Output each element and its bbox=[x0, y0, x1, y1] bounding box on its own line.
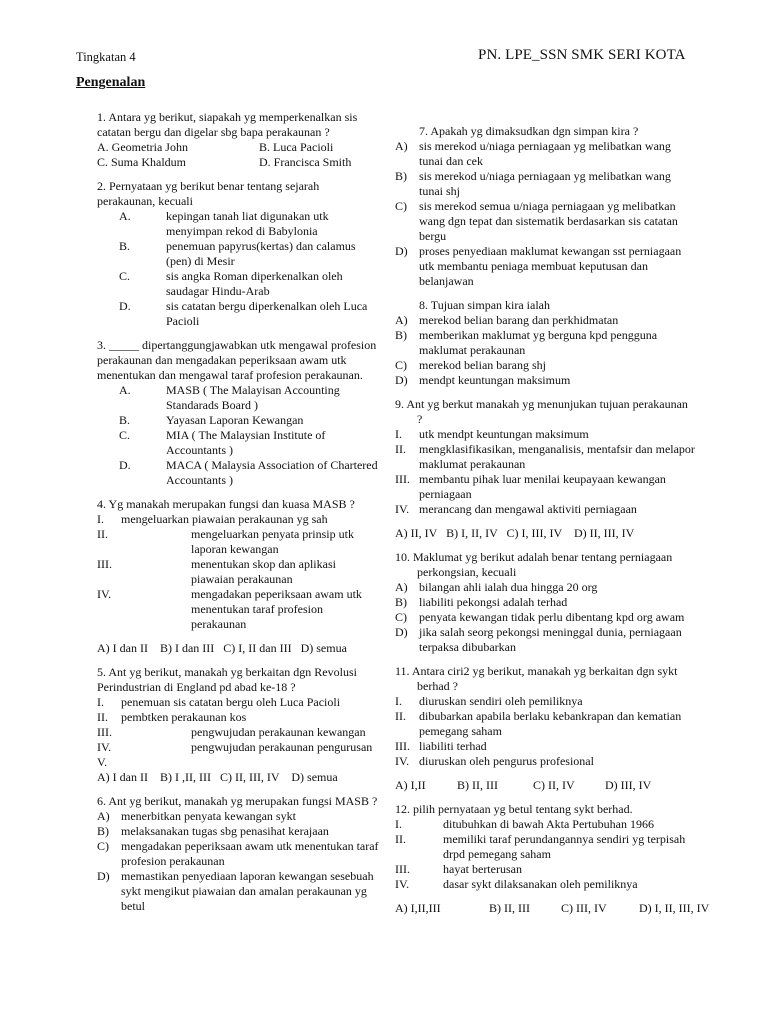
option-d: D. sis catatan bergu diperkenalkan oleh Luca Pacioli bbox=[119, 299, 368, 328]
question-4 bbox=[97, 497, 379, 656]
item-ii: II. memiliki taraf perundangannya sendiri yg terpisah drpd pemegang saham bbox=[395, 832, 686, 861]
option-a: A) merekod belian barang dan perkhidmatan bbox=[395, 313, 619, 327]
question-12 bbox=[395, 802, 710, 916]
question-6 bbox=[97, 794, 379, 914]
question-3-text: 3. _____ dipertanggungjawabkan utk mengawal profesion perakaunan dan mengadakan peperiksaan awam utk menentukan dan mengawal taraf profesion perakaunan. bbox=[97, 338, 377, 382]
item-iv: IV. pengwujudan perakaunan pengurusan bbox=[97, 740, 373, 754]
item-i: I. diuruskan sendiri oleh pemiliknya bbox=[395, 694, 583, 708]
option-b: B) liabiliti pekongsi adalah terhad bbox=[395, 595, 568, 609]
option-b: B) memberikan maklumat yg berguna kpd pengguna maklumat perakaunan bbox=[395, 328, 658, 357]
item-ii: II. mengeluarkan penyata prinsip utk laporan kewangan bbox=[97, 527, 354, 556]
question-9-text: 9. Ant yg berkut manakah yg menunjukan tujuan perakaunan ? bbox=[395, 397, 688, 426]
option-a: A) bilangan ahli ialah dua hingga 20 org bbox=[395, 580, 598, 594]
section-title: Pengenalan bbox=[76, 75, 146, 90]
option-d: D) proses penyediaan maklumat kewangan sst perniagaan utk membantu peniaga membuat keputusan dan belanjawan bbox=[395, 244, 682, 288]
question-11-text: 11. Antara ciri2 yg berikut, manakah yg berkaitan dgn sykt berhad ? bbox=[395, 664, 678, 693]
answer-a: A) I,II bbox=[395, 778, 426, 792]
answer-b: B) II, III bbox=[457, 778, 498, 792]
item-iii: III. membantu pihak luar menilai keupayaan kewangan perniagaan bbox=[395, 472, 666, 501]
question-11-answers bbox=[395, 778, 695, 793]
question-3 bbox=[97, 338, 379, 488]
option-b: B) sis merekod u/niaga perniagaan yg melibatkan wang tunai shj bbox=[395, 169, 671, 198]
option-a: A) sis merekod u/niaga perniagaan yg melibatkan wang tunai dan cek bbox=[395, 139, 671, 168]
item-v: V. bbox=[97, 755, 108, 769]
answer-d: D) I, II, III, IV bbox=[639, 901, 710, 915]
answer-c: C) III, IV bbox=[561, 901, 607, 915]
item-iii: III. liabiliti terhad bbox=[395, 739, 487, 753]
answer-a: A) I,II,III bbox=[395, 901, 441, 915]
question-1 bbox=[97, 110, 379, 170]
option-d: D. Francisca Smith bbox=[259, 155, 352, 169]
item-iv: IV. diuruskan oleh pengurus profesional bbox=[395, 754, 594, 768]
option-c: C. Suma Khaldum bbox=[97, 155, 186, 169]
item-iv: IV. dasar sykt dilaksanakan oleh pemiliknya bbox=[395, 877, 638, 891]
question-4-answers: A) I dan II B) I dan III C) I, II dan III D) semua bbox=[97, 641, 347, 655]
question-8-text: 8. Tujuan simpan kira ialah bbox=[419, 298, 550, 312]
question-6-text: 6. Ant yg berikut, manakah yg merupakan fungsi MASB ? bbox=[97, 794, 378, 808]
option-a: A) menerbitkan penyata kewangan sykt bbox=[97, 809, 296, 823]
question-7-text: 7. Apakah yg dimaksudkan dgn simpan kira ? bbox=[419, 124, 639, 138]
question-10 bbox=[395, 550, 695, 655]
item-i: I. ditubuhkan di bawah Akta Pertubuhan 1966 bbox=[395, 817, 654, 831]
item-i: I. penemuan sis catatan bergu oleh Luca Pacioli bbox=[97, 695, 341, 709]
question-10-text: 10. Maklumat yg berikut adalah benar tentang perniagaan perkongsian, kecuali bbox=[395, 550, 673, 579]
question-1-options bbox=[97, 140, 379, 170]
option-d: D) jika salah seorg pekongsi meninggal dunia, perniagaan terpaksa dibubarkan bbox=[395, 625, 682, 654]
option-c: C) penyata kewangan tidak perlu dibentang kpd org awam bbox=[395, 610, 685, 624]
left-column bbox=[97, 110, 379, 914]
question-12-text: 12. pilih pernyataan yg betul tentang sykt berhad. bbox=[395, 802, 633, 816]
item-iii: III. menentukan skop dan aplikasi piawaian perakaunan bbox=[97, 557, 336, 586]
item-i: I. utk mendpt keuntungan maksimum bbox=[395, 427, 589, 441]
option-c: C) merekod belian barang shj bbox=[395, 358, 546, 372]
item-iii: III. pengwujudan perakaunan kewangan bbox=[97, 725, 366, 739]
question-5-text: 5. Ant yg berikut, manakah yg berkaitan dgn Revolusi Perindustrian di England pd abad ke-18 ? bbox=[97, 665, 357, 694]
option-d: D) mendpt keuntungan maksimum bbox=[395, 373, 571, 387]
item-iii: III. hayat berterusan bbox=[395, 862, 522, 876]
right-column bbox=[395, 124, 710, 916]
answer-d: D) III, IV bbox=[605, 778, 652, 792]
item-iv: IV. mengadakan peperiksaan awam utk menentukan taraf profesion perakaunan bbox=[97, 587, 362, 631]
question-9 bbox=[395, 397, 695, 541]
item-ii: II. dibubarkan apabila berlaku kebankrapan dan kematian pemegang saham bbox=[395, 709, 682, 738]
question-9-answers: A) II, IV B) I, II, IV C) I, III, IV D) II, III, IV bbox=[395, 526, 635, 540]
option-b: B) melaksanakan tugas sbg penasihat kerajaan bbox=[97, 824, 329, 838]
item-ii: II. pembtken perakaunan kos bbox=[97, 710, 247, 724]
item-ii: II. mengklasifikasikan, menganalisis, mentafsir dan melapor maklumat perakaunan bbox=[395, 442, 695, 471]
answer-b: B) II, III bbox=[489, 901, 530, 915]
header-teacher-school: PN. LPE_SSN SMK SERI KOTA bbox=[478, 47, 686, 63]
question-12-answers bbox=[395, 901, 710, 916]
option-d: D. MACA ( Malaysia Association of Chartered Accountants ) bbox=[119, 458, 378, 487]
question-7 bbox=[395, 124, 695, 289]
question-5-answers: A) I dan II B) I ,II, III C) II, III, IV D) semua bbox=[97, 770, 338, 784]
option-a: A. kepingan tanah liat digunakan utk menyimpan rekod di Babylonia bbox=[119, 209, 329, 238]
option-b: B. Yayasan Laporan Kewangan bbox=[119, 413, 304, 427]
option-c: C. sis angka Roman diperkenalkan oleh saudagar Hindu-Arab bbox=[119, 269, 343, 298]
option-b: B. penemuan papyrus(kertas) dan calamus (pen) di Mesir bbox=[119, 239, 356, 268]
question-11 bbox=[395, 664, 695, 793]
option-b: B. Luca Pacioli bbox=[259, 140, 334, 154]
question-2 bbox=[97, 179, 379, 329]
option-a: A. MASB ( The Malayisan Accounting Standarads Board ) bbox=[119, 383, 340, 412]
option-c: C) sis merekod semua u/niaga perniagaan yg melibatkan wang dgn tepat dan sistematik berdasarkan sis catatan bergu bbox=[395, 199, 678, 243]
question-5 bbox=[97, 665, 379, 785]
option-c: C. MIA ( The Malaysian Institute of Accountants ) bbox=[119, 428, 326, 457]
question-1-text: 1. Antara yg berikut, siapakah yg memperkenalkan sis catatan bergu dan digelar sbg bapa perakaunan ? bbox=[97, 110, 358, 139]
option-a: A. Geometria John bbox=[97, 140, 188, 154]
question-4-text: 4. Yg manakah merupakan fungsi dan kuasa MASB ? bbox=[97, 497, 355, 511]
item-i: I. mengeluarkan piawaian perakaunan yg sah bbox=[97, 512, 328, 526]
question-8 bbox=[395, 298, 695, 388]
answer-c: C) II, IV bbox=[533, 778, 575, 792]
item-iv: IV. merancang dan mengawal aktiviti perniagaan bbox=[395, 502, 637, 516]
option-d: D) memastikan penyediaan laporan kewangan sesebuah sykt mengikut piawaian dan amalan perakaunan yg betul bbox=[97, 869, 374, 913]
header-form-level: Tingkatan 4 bbox=[76, 50, 136, 64]
option-c: C) mengadakan peperiksaan awam utk menentukan taraf profesion perakaunan bbox=[97, 839, 379, 868]
question-2-text: 2. Pernyataan yg berikut benar tentang sejarah perakaunan, kecuali bbox=[97, 179, 320, 208]
